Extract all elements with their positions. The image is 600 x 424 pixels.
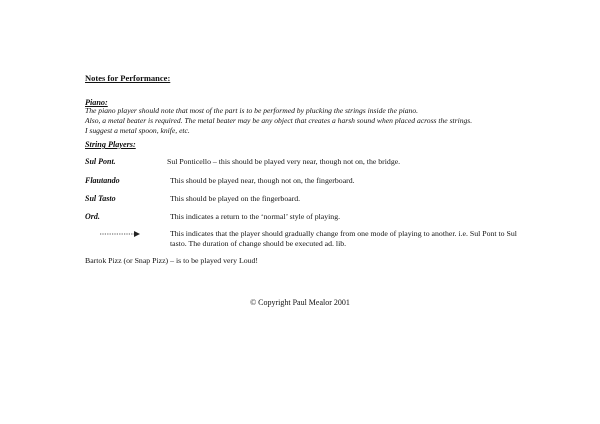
term-sul-tasto: Sul Tasto (85, 194, 116, 203)
string-players-section-label: String Players: (85, 140, 136, 149)
piano-note-line: I suggest a metal spoon, knife, etc. (85, 126, 190, 135)
piano-section-label: Piano: (85, 98, 108, 107)
desc-sul-pont: Sul Ponticello – this should be played very near, though not on, the bridge. (167, 157, 401, 166)
desc-sul-tasto: This should be played on the fingerboard. (170, 194, 301, 203)
desc-flautando: This should be played near, though not on, the fingerboard. (170, 176, 355, 185)
page-title: Notes for Performance: (85, 73, 171, 83)
dotted-arrow-icon (100, 229, 140, 239)
piano-note-line: Also, a metal beater is required. The metal beater may be any object that creates a harsh sound when placed across the strings. (85, 116, 473, 125)
piano-notes (85, 106, 565, 136)
copyright-notice: © Copyright Paul Mealor 2001 (250, 298, 350, 307)
desc-gradual-change-line: tasto. The duration of change should be executed ad. lib. (170, 239, 347, 248)
piano-note-line: The piano player should note that most of the part is to be performed by plucking the strings inside the piano. (85, 106, 419, 115)
desc-gradual-change (170, 229, 517, 249)
term-flautando: Flautando (85, 176, 120, 185)
term-ord: Ord. (85, 212, 100, 221)
desc-gradual-change-line: This indicates that the player should gradually change from one mode of playing to another. i.e. Sul Pont to Sul (170, 229, 517, 238)
desc-ord: This indicates a return to the ‘normal’ style of playing. (170, 212, 341, 221)
bartok-pizz-note: Bartok Pizz (or Snap Pizz) – is to be played very Loud! (85, 256, 259, 265)
term-sul-pont: Sul Pont. (85, 157, 116, 166)
